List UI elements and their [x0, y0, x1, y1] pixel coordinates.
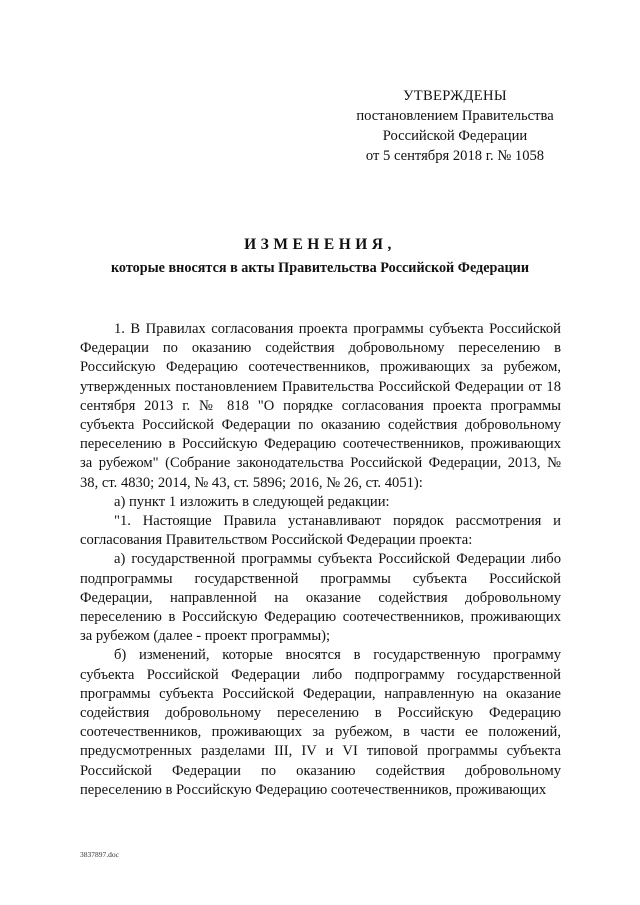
approval-title: УТВЕРЖДЕНЫ — [403, 88, 507, 104]
paragraph-4: а) государственной программы субъекта Российской Федерации либо подпрограммы государственной программы субъекта Российской Федерации, направленной на оказание содействия добровольному переселению в Российскую Федерацию соотечественников, проживающих за рубежом (далее - проект программы); — [80, 551, 561, 645]
paragraph-3: "1. Настоящие Правила устанавливают порядок рассмотрения и согласования Правительством Российской Федерации проекта: — [80, 513, 561, 549]
approval-line-2: Российской Федерации — [382, 128, 528, 144]
document-subheading: которые вносятся в акты Правительства Российской Федерации — [110, 260, 530, 276]
paragraph-2: а) пункт 1 изложить в следующей редакции: — [114, 493, 390, 510]
file-name-footer: 3837897.doc — [80, 850, 119, 859]
paragraph-5: б) изменений, которые вносятся в государственную программу субъекта Российской Федерации либо подпрограмму государственной программы субъекта Российской Федерации, направленную на оказание содействия добровольному переселению в Российскую Федерацию соотечественников, проживающих за рубежом, в части ее положений, предусмотренных разделами III, IV и VI типовой программы субъекта Российской Федерации по оказанию содействия добровольному переселению в Российскую Федерацию соотечественников, проживающих — [80, 647, 561, 798]
document-heading: ИЗМЕНЕНИЯ, — [244, 236, 396, 253]
approval-line-1: постановлением Правительства — [356, 108, 554, 124]
approval-block — [340, 86, 570, 166]
document-body — [80, 320, 561, 800]
approval-line-3: от 5 сентября 2018 г. № 1058 — [365, 148, 545, 164]
paragraph-1: 1. В Правилах согласования проекта программы субъекта Российской Федерации по оказанию содействия добровольному переселению в Российскую Федерацию соотечественников, проживающих за рубежом, утвержденных постановлением Правительства Российской Федерации от 18 сентября 2013 г. № 818 "О порядке согласования проекта программы субъекта Российской Федерации по оказанию содействия добровольному переселению в Российскую Федерацию соотечественников, проживающих за рубежом" (Собрание законодательства Российской Федерации, 2013, № 38, ст. 4830; 2014, № 43, ст. 5896; 2016, № 26, ст. 4051): — [80, 321, 561, 491]
